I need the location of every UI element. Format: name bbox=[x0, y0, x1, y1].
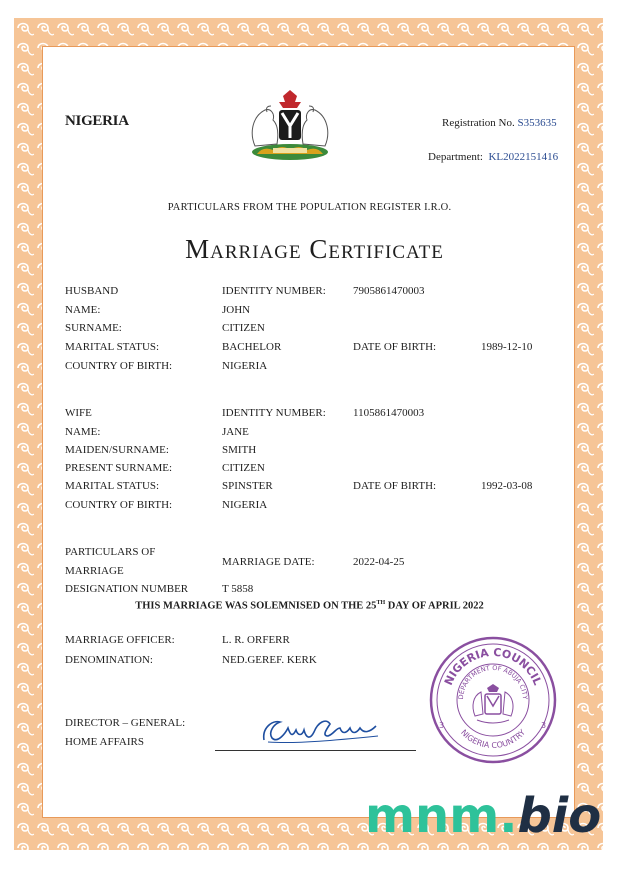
official-stamp bbox=[427, 634, 559, 766]
wife-dob-label: DATE OF BIRTH: bbox=[353, 480, 437, 492]
husband-name-value: JOHN bbox=[222, 304, 251, 316]
husband-heading: HUSBAND bbox=[65, 285, 119, 297]
husband-dob-label: DATE OF BIRTH: bbox=[353, 341, 437, 353]
particulars-label-line1: PARTICULARS OF bbox=[65, 546, 156, 558]
husband-cob-value: NIGERIA bbox=[222, 360, 268, 372]
wife-present-value: CITIZEN bbox=[222, 462, 265, 474]
director-signature bbox=[258, 714, 383, 748]
wife-dob-value: 1992-03-08 bbox=[481, 480, 533, 492]
husband-id-value: 7905861470003 bbox=[353, 285, 425, 297]
register-subtitle: PARTICULARS FROM THE POPULATION REGISTER I.R.O. bbox=[167, 202, 452, 213]
husband-dob-value: 1989-12-10 bbox=[481, 341, 533, 353]
country-name: NIGERIA bbox=[65, 113, 129, 129]
registration-label: Registration No. bbox=[442, 117, 515, 129]
designation-value: T 5858 bbox=[222, 583, 254, 595]
marriage-date-value: 2022-04-25 bbox=[353, 556, 405, 568]
solemn-ordinal: TH bbox=[376, 600, 386, 606]
stamp-left-number: 3 bbox=[439, 721, 445, 730]
director-label-line1: DIRECTOR – GENERAL: bbox=[65, 717, 186, 729]
wife-present-label: PRESENT SURNAME: bbox=[65, 462, 173, 474]
designation-label: DESIGNATION NUMBER bbox=[65, 583, 189, 595]
wife-name-value: JANE bbox=[222, 426, 249, 438]
svg-text:NIGERIA COUNTRY bbox=[459, 728, 527, 750]
stamp-mid-text: DEPARTMENT OF ABUJA CITY bbox=[456, 663, 530, 700]
stamp-right-number: 3 bbox=[541, 721, 547, 730]
solemnised-statement bbox=[0, 600, 619, 612]
denomination-label: DENOMINATION: bbox=[65, 654, 153, 666]
wife-marital-label: MARITAL STATUS: bbox=[65, 480, 160, 492]
signature-line bbox=[215, 750, 416, 751]
husband-id-label: IDENTITY NUMBER: bbox=[222, 285, 326, 297]
department-label: Department: bbox=[428, 151, 483, 163]
wife-maiden-value: SMITH bbox=[222, 444, 257, 456]
director-label-line2: HOME AFFAIRS bbox=[65, 736, 144, 748]
stamp-top-text: NIGERIA COUNCIL bbox=[441, 645, 545, 688]
wife-marital-value: SPINSTER bbox=[222, 480, 273, 492]
wife-cob-value: NIGERIA bbox=[222, 499, 268, 511]
husband-marital-label: MARITAL STATUS: bbox=[65, 341, 160, 353]
watermark-part2: bio bbox=[517, 788, 602, 844]
wife-id-label: IDENTITY NUMBER: bbox=[222, 407, 326, 419]
wife-id-value: 1105861470003 bbox=[353, 407, 425, 419]
registration-value: S353635 bbox=[517, 117, 557, 129]
wife-name-label: NAME: bbox=[65, 426, 101, 438]
officer-value: L. R. ORFERR bbox=[222, 634, 290, 646]
wife-maiden-label: MAIDEN/SURNAME: bbox=[65, 444, 169, 456]
watermark-part1: mnm. bbox=[365, 788, 518, 844]
department-value: KL2022151416 bbox=[488, 151, 559, 163]
department bbox=[428, 151, 558, 163]
watermark bbox=[365, 788, 601, 844]
solemn-suffix: DAY OF APRIL 2022 bbox=[385, 600, 484, 612]
husband-marital-value: BACHELOR bbox=[222, 341, 282, 353]
officer-label: MARRIAGE OFFICER: bbox=[65, 634, 175, 646]
husband-surname-value: CITIZEN bbox=[222, 322, 265, 334]
certificate-title: Marriage Certificate bbox=[185, 234, 444, 264]
denomination-value: NED.GEREF. KERK bbox=[222, 654, 317, 666]
wife-cob-label: COUNTRY OF BIRTH: bbox=[65, 499, 173, 511]
wife-heading: WIFE bbox=[65, 407, 92, 419]
husband-surname-label: SURNAME: bbox=[65, 322, 122, 334]
registration-number bbox=[442, 117, 557, 129]
husband-name-label: NAME: bbox=[65, 304, 101, 316]
particulars-label-line2: MARRIAGE bbox=[65, 565, 124, 577]
solemn-prefix: THIS MARRIAGE WAS SOLEMNISED ON THE 25 bbox=[135, 600, 377, 612]
stamp-bottom-text: NIGERIA COUNTRY bbox=[458, 727, 527, 751]
stamp-coat-of-arms-icon bbox=[473, 684, 513, 723]
coat-of-arms-icon bbox=[243, 88, 337, 164]
husband-cob-label: COUNTRY OF BIRTH: bbox=[65, 360, 173, 372]
marriage-date-label: MARRIAGE DATE: bbox=[222, 556, 315, 568]
